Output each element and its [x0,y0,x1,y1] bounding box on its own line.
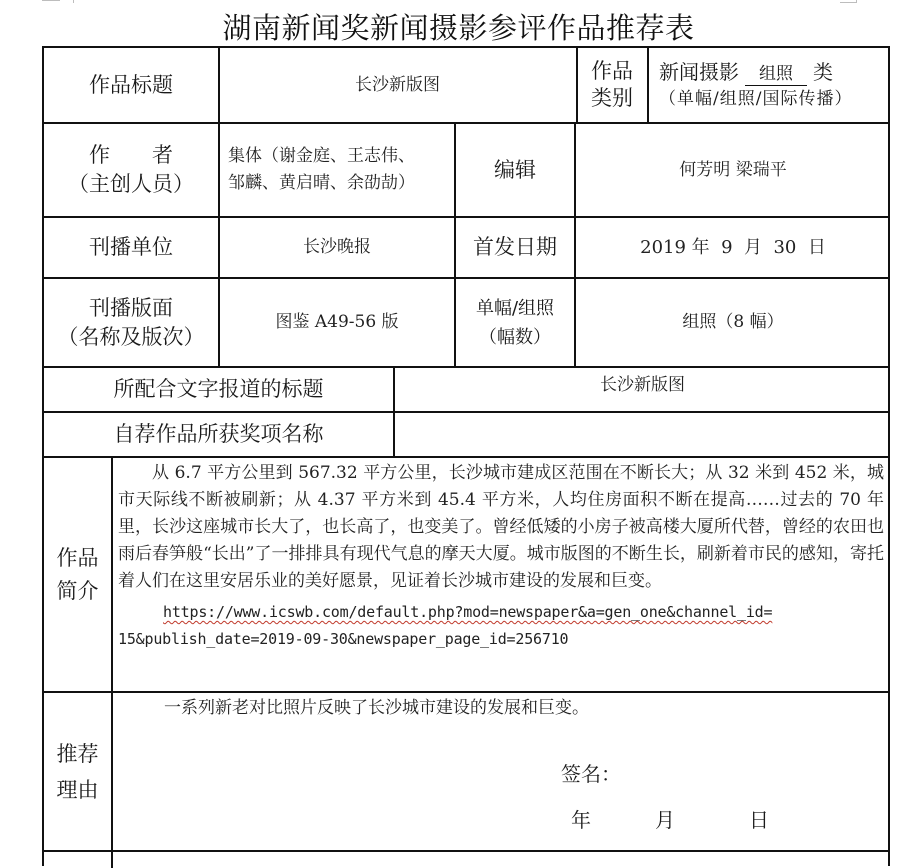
work-title-value[interactable]: 长沙新版图 [355,74,440,95]
category-options-hint: （单幅/组照/国际传播） [659,89,853,109]
col-divider [111,456,113,868]
author-value[interactable]: 集体（谢金庭、王志伟、 邹麟、黄启晴、余劭劼） [228,146,415,193]
author-label: 作 者 （主创人员） [68,143,194,196]
category-suffix: 类 [813,60,833,84]
photo-count-value[interactable]: 组照（8 幅） [682,312,784,332]
summary-content[interactable] [118,460,884,688]
work-title-label: 作品标题 [89,72,173,97]
row-divider [44,456,890,458]
signature-label: 签名： [561,762,621,786]
self-award-value[interactable] [395,413,890,456]
crop-mark-top-left-h [42,0,60,1]
form-title: 湖南新闻奖新闻摄影参评作品推荐表 [222,11,695,45]
summary-link-line1[interactable]: https://www.icswb.com/default.php?mod=newspaper&a=gen_one&channel_id= [163,603,773,621]
row-divider [44,850,890,852]
category-label: 作品 类别 [591,59,633,110]
signature-year: 年 [571,808,591,832]
summary-paragraph: 从 6.7 平方公里到 567.32 平方公里，长沙城市建成区范围在不断长大；从 32 米到 452 米，城市天际线不断被刷新；从 4.37 平方米到 45.4 平方米，人均住房面积不断在提高……过去的 70 年里，长沙这座城市长大了，也长高了，也变美了。曾经低矮的小房子被高楼大厦所代替，曾经的农田也雨后春笋般“长出”了一排排具有现代气息的摩天大厦。城市版图的不断生长，刷新着市民的感知，寄托着人们在这里安居乐业的美好愿景，见证着长沙城市建设的发展和巨变。 [118,463,884,591]
summary-label: 作品 简介 [56,545,99,603]
category-selected[interactable]: 组照 [745,63,807,86]
editor-label: 编辑 [494,157,536,182]
recommendation-form [42,46,890,866]
recommendation-text: 一系列新老对比照片反映了长沙城市建设的发展和巨变。 [164,698,589,718]
first-date-label: 首发日期 [473,235,557,259]
related-report-label: 所配合文字报道的标题 [113,377,324,401]
summary-link-line2[interactable]: 15&publish_date=2019-09-30&newspaper_page_id=256710 [118,630,569,648]
signature-month: 月 [655,808,675,832]
editor-value[interactable]: 何芳明 梁瑞平 [679,159,787,180]
category-value[interactable] [649,48,890,122]
summary-link[interactable] [118,599,884,653]
recommendation-label: 推荐 理由 [56,741,99,802]
crop-mark-top-left [73,0,74,3]
first-date-value[interactable]: 2019 年 9 月 30 日 [640,237,826,258]
layout-label: 刊播版面 （名称及版次） [57,295,205,349]
photo-count-label: 单幅/组照 （幅数） [475,297,555,348]
related-report-value[interactable]: 长沙新版图 [600,375,685,395]
self-award-label: 自荐作品所获奖项名称 [113,422,324,446]
publisher-label: 刊播单位 [89,235,173,259]
crop-mark-top-right-v [856,0,857,3]
signature-day: 日 [749,808,769,832]
signature-date[interactable] [571,804,769,833]
crop-mark-top-right [840,2,856,3]
layout-value[interactable]: 图鉴 A49-56 版 [275,312,399,332]
category-prefix: 新闻摄影 [659,60,739,84]
row-divider [44,691,890,693]
publisher-value[interactable]: 长沙晚报 [303,237,371,257]
